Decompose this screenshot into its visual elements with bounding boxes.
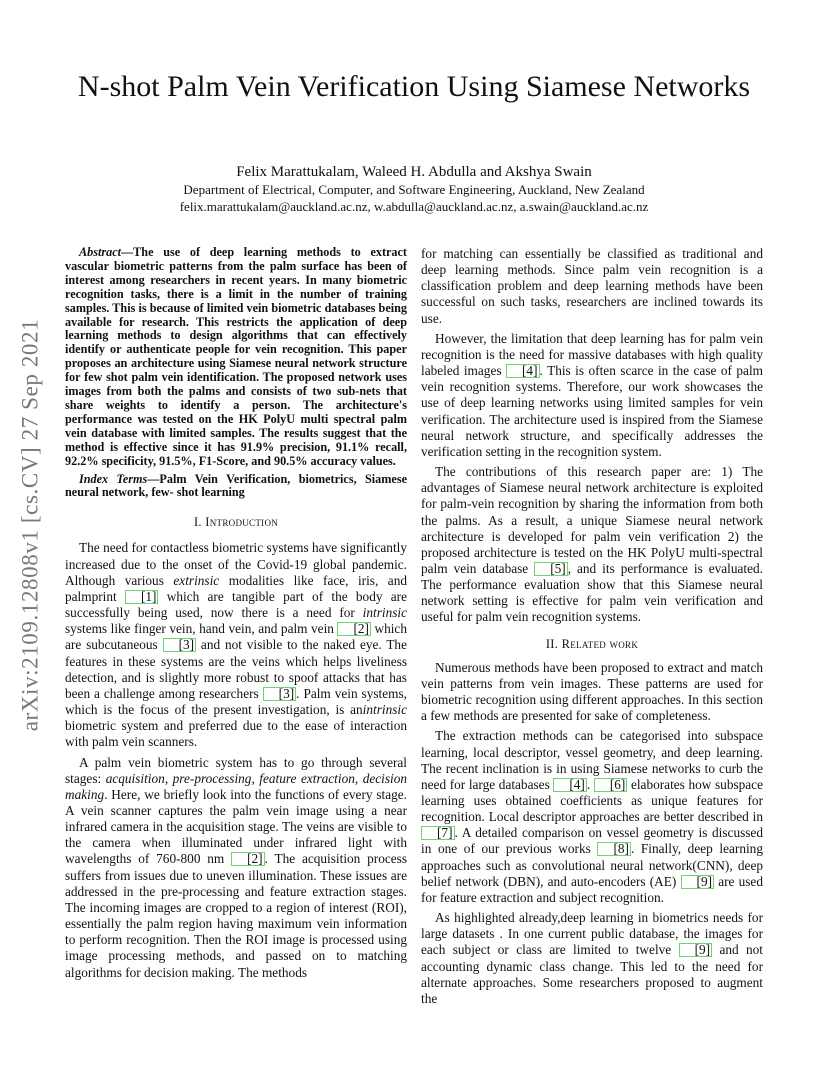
abstract-label: Abstract [79,245,121,259]
section-heading-introduction: I. Introduction [193,515,279,530]
citation-link[interactable]: [6] [594,778,628,792]
citation-link[interactable]: [2] [337,622,371,636]
author-emails: felix.marattukalam@auckland.ac.nz, w.abdulla@auckland.ac.nz, a.swain@auckland.ac.nz [179,199,649,214]
related-paragraph-3: As highlighted already,deep learning in biometrics needs for large datasets . In one current public database, the images for each subject or class are limited to twelve [9] and not accounting dynamic class change. This led to the need for alternate approaches. Some researchers proposed to augment the [421,910,763,1006]
related-paragraph-2: The extraction methods can be categorised into subspace learning, local descriptor, vessel geometry, and deep learning. The recent inclination is in using Siamese networks to curb the need for large databases [4] . [6] elaborates how subspace learning uses obtained coefficients as unique features for recognition. Local descriptor approaches are better described in [7] . A detailed comparison on vessel geometry is discussed in one of our previous works [8] . Finally, deep learning approaches such as convolutional neural network(CNN), deep belief network (DBN), and auto-encoders (AE) [9] are used for feature extraction and subject recognition. [421,728,763,905]
citation-link[interactable]: [4] [506,364,540,378]
citation-link[interactable]: [1] [125,590,159,604]
citation-link[interactable]: [7] [421,826,455,840]
related-paragraph-1: Numerous methods have been proposed to extract and match vein patterns from vein images. These patterns are used for biometric recognition using different approaches. In this section a few methods are presented for sake of completeness. [421,659,763,724]
citation-link[interactable]: [3] [263,687,297,701]
left-column [65,246,407,985]
arxiv-identifier: arXiv:2109.12808v1 [cs.CV] 27 Sep 2021 [17,318,42,732]
right-column [421,246,763,1011]
index-terms-label: Index Terms [79,471,148,486]
affiliation: Department of Electrical, Computer, and Software Engineering, Auckland, New Zealand [183,182,645,197]
intro-paragraph-3: However, the limitation that deep learning has for palm vein recognition is the need for massive databases with high quality labeled images [4] . This is often scarce in the case of palm vein recognition systems. Therefore, our work showcases the use of deep learning networks using limited samples for vein verification. The architecture used is inspired from the Siamese neural network structure, and specifically addresses the verification setting in the recognition system. [421,330,763,459]
citation-link[interactable]: [5] [534,562,568,576]
index-terms [65,473,407,501]
intro-paragraph-2: A palm vein biometric system has to go through several stages: acquisition, pre-processing, feature extraction, decision making. Here, we briefly look into the functions of every stage. A vein scanner captures the palm vein image using a near infrared camera in the acquisition stage. The veins are visible to the camera when illuminated under infrared light with wavelengths of 760-800 nm [2] . The acquisition process suffers from issues due to uneven illumination. These issues are addressed in the pre-processing and feature extraction stages. The incoming images are cropped to a region of interest (ROI), essentially the palm region having maximum vein information to perform recognition. Then the ROI image is processed using image processing methods, and passed on to matching algorithms for decision making. The methods [65,754,408,980]
intro-continuation-paragraph: for matching can essentially be classified as traditional and deep learning methods. Since palm vein recognition is a classification problem and deep learning methods have been successful on such tasks, researchers are inclined towards its use. [421,246,763,326]
citation-link[interactable]: [9] [679,943,713,957]
abstract [65,246,407,469]
affiliation-block [70,181,758,215]
section-heading-related-work: II. Related work [545,636,639,651]
citation-link[interactable]: [8] [597,842,631,856]
intro-paragraph-1: The need for contactless biometric systems have significantly increased due to the onset of the Covid-19 global pandemic. Although various extrinsic modalities like face, iris, and palmprint [1] which are tangible part of the body are successfully being used, now there is a need for intrinsic systems like finger vein, hand vein, and palm vein [2] which are subcutaneous [3] and not visible to the naked eye. The features in these systems are the veins which helps liveliness detection, and is slightly more robust to spoof attacks that has been a challenge among researchers [3] . Palm vein systems, which is the focus of the present investigation, is anintrinsic biometric system and preferred due to the ease of interaction with palm vein scanners. [65,540,407,750]
citation-link[interactable]: [2] [231,852,265,866]
abstract-text: —The use of deep learning methods to extract vascular biometric patterns from the palm surface has been of interest among researchers in recent years. In many biometric recognition tasks, there is a limit in the number of training samples. This is because of limited vein biometric databases being available for research. This restricts the application of deep learning methods to design algorithms that can effectively identify or authenticate people for vein recognition. This paper proposes an architecture using Siamese neural network structure for few shot palm vein identification. The proposed network uses images from both the palms and consists of two sub-nets that share weights to identify a person. The architecture's performance was tested on the HK PolyU multi spectral palm vein database with limited samples. The results suggest that the method is effective since it has 91.9% precision, 91.1% recall, 92.2% specificity, 91.5%, F1-Score, and 90.5% accuracy values. [65,245,407,468]
citation-link[interactable]: [4] [553,778,587,792]
citation-link[interactable]: [3] [163,638,197,652]
contributions-paragraph: The contributions of this research paper are: 1) The advantages of Siamese neural network architecture is exploited for palm-vein recognition by sharing the information from both the palms. As a result, a unique Siamese neural network architecture is developed for palm vein verification 2) the proposed architecture is tested on the HK PolyU multi-spectral palm vein database [5] , and its performance is evaluated. The performance evaluation show that this Siamese neural network setting is effective for palm vein verification and useful for palm vein recognition systems. [421,464,763,625]
paper-title: N-shot Palm Vein Verification Using Siamese Networks [77,70,751,103]
author-list: Felix Marattukalam, Waleed H. Abdulla and Akshya Swain [236,164,592,180]
citation-link[interactable]: [9] [681,875,715,889]
index-terms-text: —Palm Vein Verification, biometrics, Siamese neural network, few- shot learning [65,471,407,500]
